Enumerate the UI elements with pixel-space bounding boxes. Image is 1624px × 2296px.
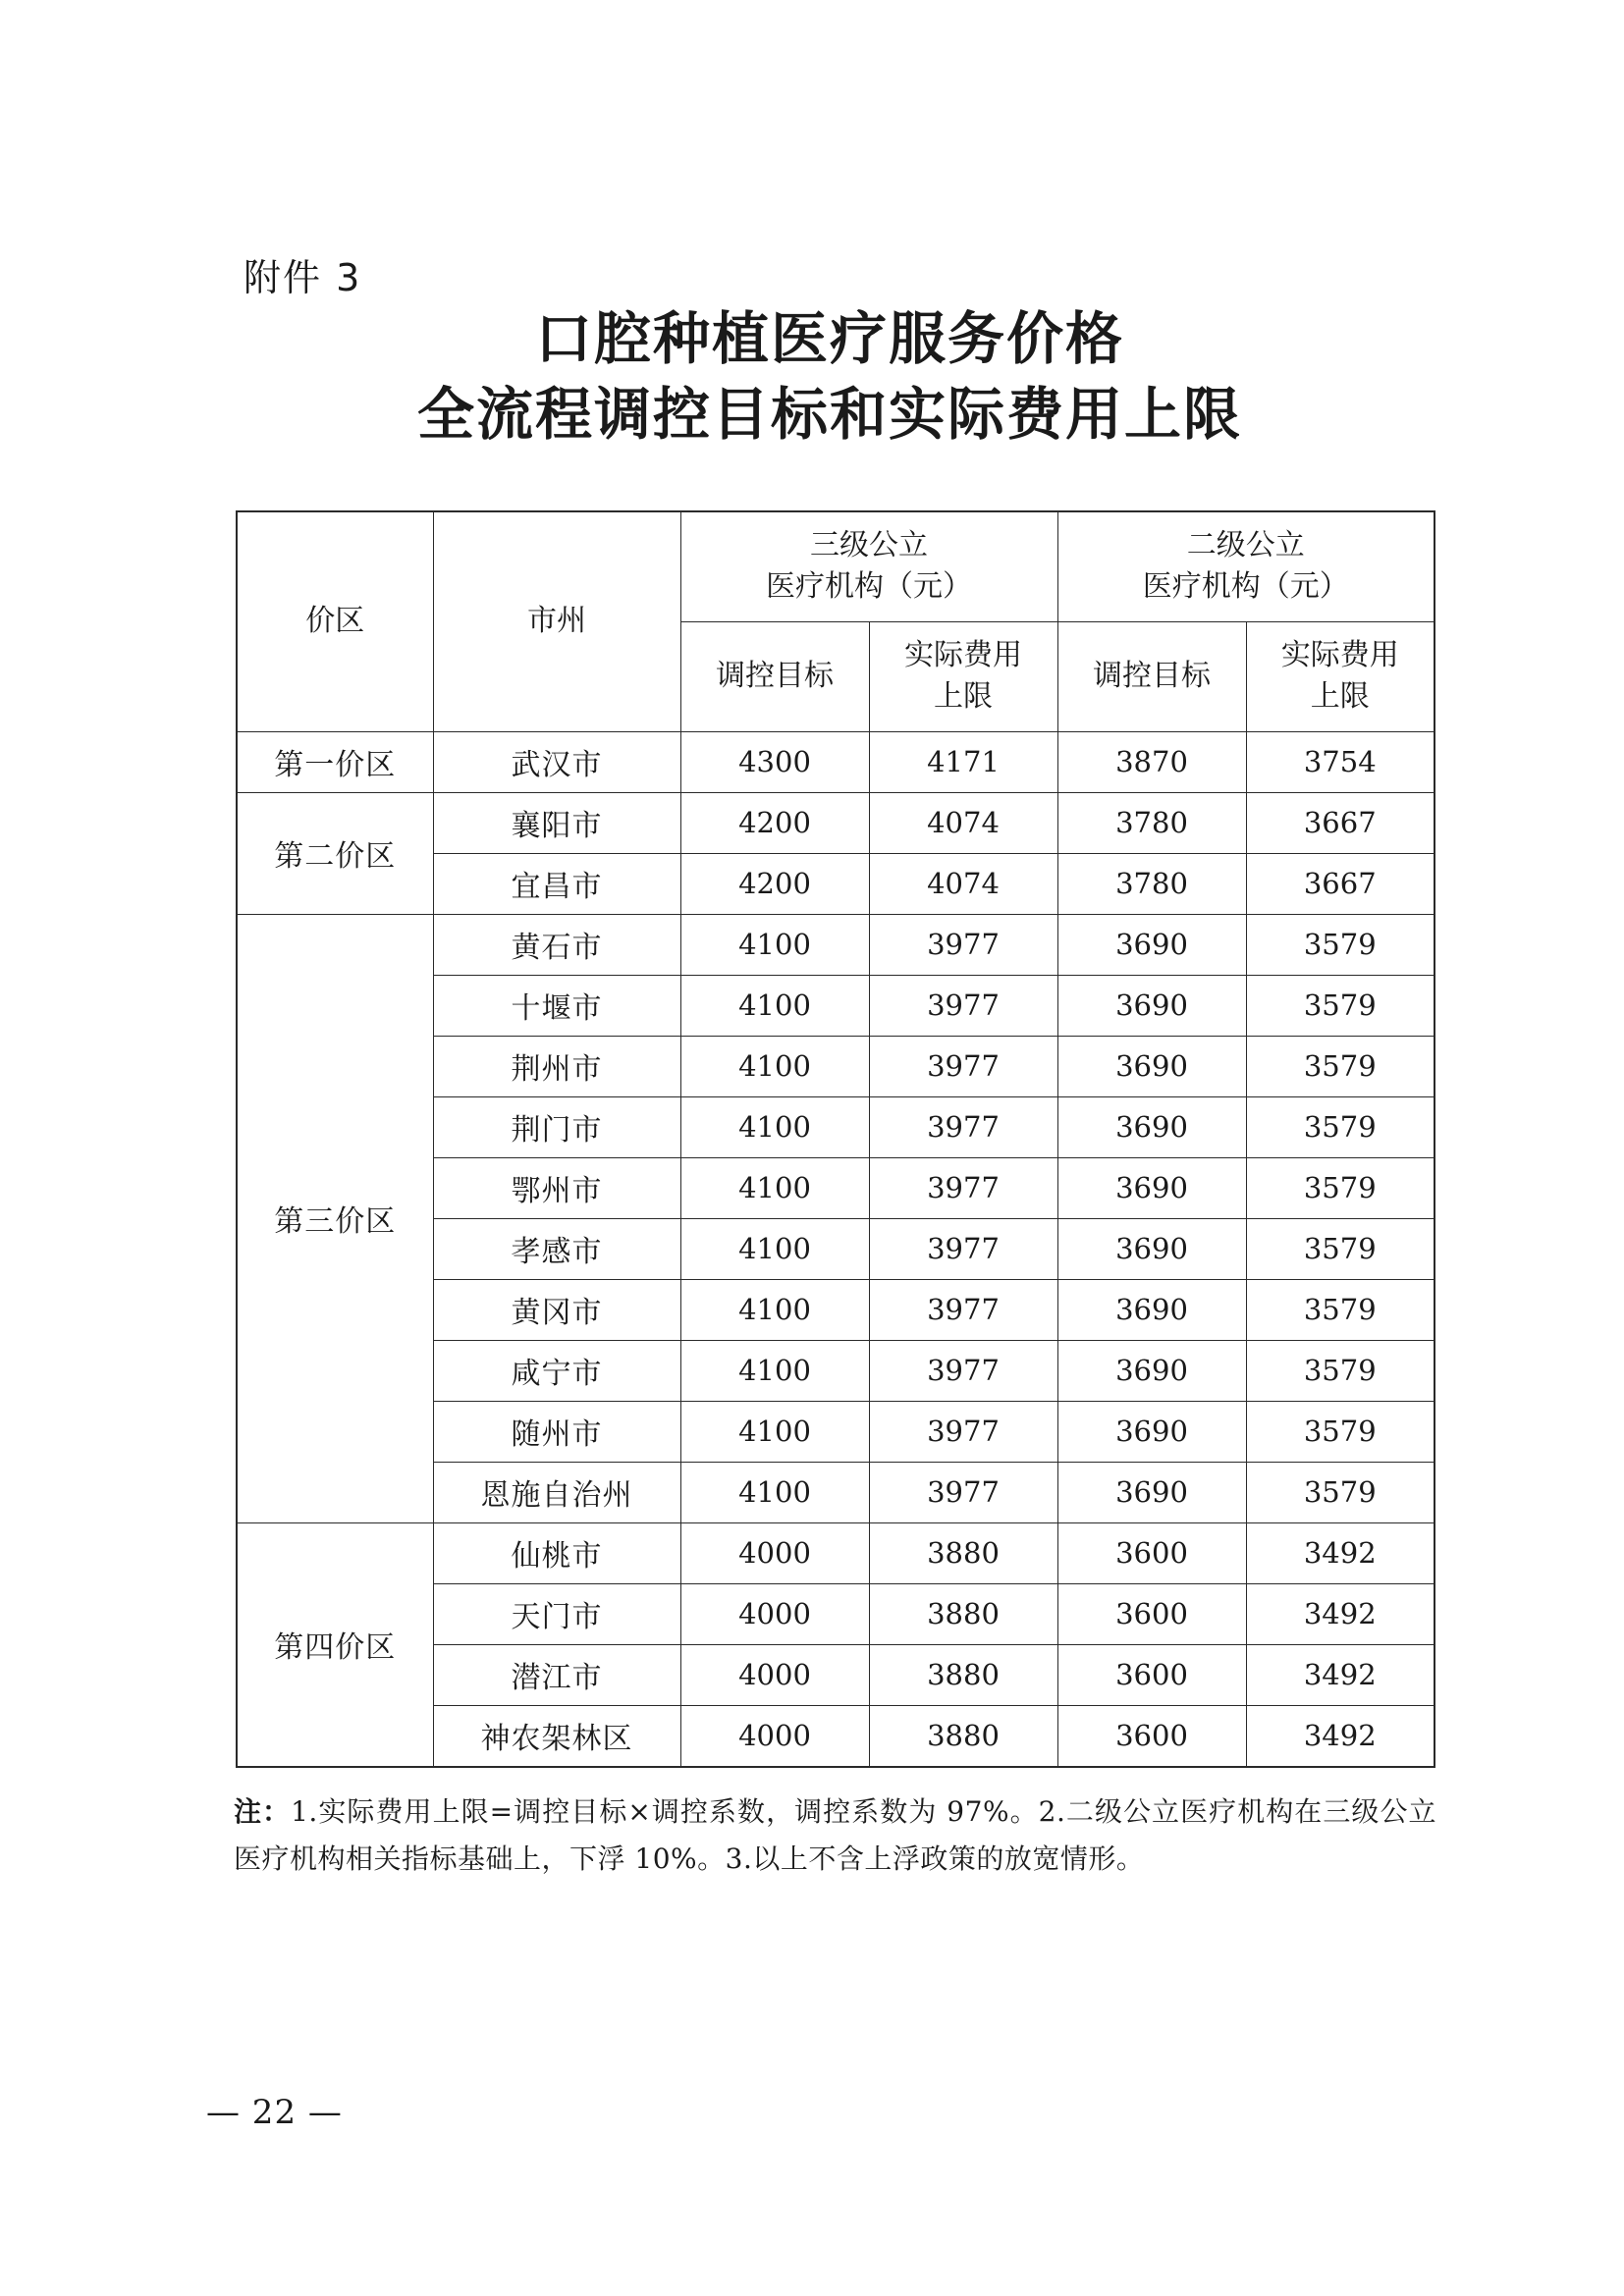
s-cap-cell: 3579 [1246, 1036, 1435, 1096]
t-target-cell: 4100 [680, 1096, 869, 1157]
t-cap-cell: 3977 [869, 1096, 1057, 1157]
t-cap-cell: 3977 [869, 975, 1057, 1036]
s-target-cell: 3690 [1057, 1401, 1246, 1462]
s-cap-cell: 3492 [1246, 1644, 1435, 1705]
header-tertiary-line-2: 医疗机构（元） [766, 569, 972, 605]
s-target-cell: 3690 [1057, 914, 1246, 975]
header-secondary [1057, 511, 1435, 621]
t-cap-cell: 3977 [869, 1401, 1057, 1462]
city-cell: 随州市 [433, 1401, 680, 1462]
city-cell: 恩施自治州 [433, 1462, 680, 1522]
t-target-cell: 4100 [680, 914, 869, 975]
header-zone: 价区 [237, 511, 433, 731]
t-target-cell: 4100 [680, 1279, 869, 1340]
s-cap-cell: 3492 [1246, 1705, 1435, 1767]
note-prefix: 注： [234, 1795, 292, 1828]
s-target-cell: 3690 [1057, 975, 1246, 1036]
header-secondary-line-2: 医疗机构（元） [1142, 569, 1349, 605]
t-cap-cell: 4171 [869, 731, 1057, 792]
city-cell: 鄂州市 [433, 1157, 680, 1218]
s-cap-cell: 3579 [1246, 975, 1435, 1036]
header-tertiary-line-1: 三级公立 [810, 528, 928, 563]
table-note [234, 1789, 1436, 1883]
city-cell: 神农架林区 [433, 1705, 680, 1767]
header-tertiary-cap [869, 621, 1057, 731]
s-cap-cell: 3754 [1246, 731, 1435, 792]
s-cap-cell: 3667 [1246, 853, 1435, 914]
header-secondary-target: 调控目标 [1057, 621, 1246, 731]
city-cell: 黄石市 [433, 914, 680, 975]
t-cap-cell: 3977 [869, 1340, 1057, 1401]
s-cap-cell: 3579 [1246, 1279, 1435, 1340]
s-target-cell: 3780 [1057, 792, 1246, 853]
table-row [237, 731, 1435, 792]
document-title-line-1: 口腔种植医疗服务价格 [534, 305, 1124, 372]
table-row [237, 792, 1435, 853]
t-target-cell: 4100 [680, 1218, 869, 1279]
header-tertiary-cap-line-1: 实际费用 [904, 638, 1022, 672]
s-target-cell: 3600 [1057, 1583, 1246, 1644]
s-cap-cell: 3667 [1246, 792, 1435, 853]
t-cap-cell: 3880 [869, 1583, 1057, 1644]
s-target-cell: 3780 [1057, 853, 1246, 914]
zone-cell: 第二价区 [237, 792, 433, 914]
s-cap-cell: 3579 [1246, 914, 1435, 975]
header-tertiary-target: 调控目标 [680, 621, 869, 731]
city-cell: 孝感市 [433, 1218, 680, 1279]
city-cell: 襄阳市 [433, 792, 680, 853]
s-cap-cell: 3579 [1246, 1157, 1435, 1218]
city-cell: 黄冈市 [433, 1279, 680, 1340]
note-text: 1.实际费用上限=调控目标×调控系数，调控系数为 97%。2.二级公立医疗机构在三级公立医疗机构相关指标基础上，下浮 10%。3.以上不含上浮政策的放宽情形。 [234, 1795, 1436, 1875]
t-cap-cell: 3977 [869, 914, 1057, 975]
header-tertiary-cap-line-2: 上限 [934, 679, 993, 714]
s-cap-cell: 3579 [1246, 1096, 1435, 1157]
city-cell: 十堰市 [433, 975, 680, 1036]
city-cell: 武汉市 [433, 731, 680, 792]
header-city: 市州 [433, 511, 680, 731]
header-secondary-line-1: 二级公立 [1186, 528, 1305, 563]
header-secondary-cap-line-2: 上限 [1310, 679, 1370, 714]
city-cell: 荆州市 [433, 1036, 680, 1096]
header-tertiary [680, 511, 1057, 621]
zone-cell: 第一价区 [237, 731, 433, 792]
city-cell: 潜江市 [433, 1644, 680, 1705]
header-secondary-cap-line-1: 实际费用 [1280, 638, 1399, 672]
s-cap-cell: 3579 [1246, 1401, 1435, 1462]
table-row [237, 914, 1435, 975]
t-cap-cell: 3880 [869, 1644, 1057, 1705]
s-cap-cell: 3579 [1246, 1462, 1435, 1522]
s-cap-cell: 3492 [1246, 1583, 1435, 1644]
document-title-line-2: 全流程调控目标和实际费用上限 [416, 381, 1242, 448]
t-cap-cell: 3977 [869, 1036, 1057, 1096]
t-target-cell: 4100 [680, 975, 869, 1036]
t-cap-cell: 3977 [869, 1462, 1057, 1522]
t-cap-cell: 3977 [869, 1157, 1057, 1218]
s-target-cell: 3690 [1057, 1036, 1246, 1096]
city-cell: 宜昌市 [433, 853, 680, 914]
s-target-cell: 3600 [1057, 1644, 1246, 1705]
attachment-label: 附件 3 [244, 256, 362, 299]
t-target-cell: 4000 [680, 1644, 869, 1705]
t-cap-cell: 3880 [869, 1522, 1057, 1583]
city-cell: 天门市 [433, 1583, 680, 1644]
zone-cell: 第三价区 [237, 914, 433, 1522]
s-target-cell: 3690 [1057, 1157, 1246, 1218]
t-target-cell: 4100 [680, 1401, 869, 1462]
s-target-cell: 3690 [1057, 1279, 1246, 1340]
t-cap-cell: 4074 [869, 792, 1057, 853]
t-target-cell: 4300 [680, 731, 869, 792]
zone-cell: 第四价区 [237, 1522, 433, 1767]
t-target-cell: 4000 [680, 1583, 869, 1644]
t-target-cell: 4100 [680, 1462, 869, 1522]
t-target-cell: 4200 [680, 853, 869, 914]
t-cap-cell: 3977 [869, 1279, 1057, 1340]
city-cell: 荆门市 [433, 1096, 680, 1157]
s-target-cell: 3690 [1057, 1096, 1246, 1157]
table-row [237, 1522, 1435, 1583]
header-secondary-cap [1246, 621, 1435, 731]
t-target-cell: 4100 [680, 1036, 869, 1096]
table-body [237, 731, 1435, 1767]
price-table [236, 510, 1435, 1768]
s-cap-cell: 3492 [1246, 1522, 1435, 1583]
t-cap-cell: 3977 [869, 1218, 1057, 1279]
page-number: — 22 — [206, 2093, 343, 2132]
t-target-cell: 4100 [680, 1340, 869, 1401]
t-target-cell: 4000 [680, 1522, 869, 1583]
s-target-cell: 3690 [1057, 1218, 1246, 1279]
s-target-cell: 3690 [1057, 1340, 1246, 1401]
t-target-cell: 4000 [680, 1705, 869, 1767]
s-target-cell: 3600 [1057, 1705, 1246, 1767]
s-target-cell: 3870 [1057, 731, 1246, 792]
t-cap-cell: 3880 [869, 1705, 1057, 1767]
s-target-cell: 3690 [1057, 1462, 1246, 1522]
t-target-cell: 4100 [680, 1157, 869, 1218]
city-cell: 咸宁市 [433, 1340, 680, 1401]
t-target-cell: 4200 [680, 792, 869, 853]
s-target-cell: 3600 [1057, 1522, 1246, 1583]
s-cap-cell: 3579 [1246, 1340, 1435, 1401]
city-cell: 仙桃市 [433, 1522, 680, 1583]
s-cap-cell: 3579 [1246, 1218, 1435, 1279]
t-cap-cell: 4074 [869, 853, 1057, 914]
